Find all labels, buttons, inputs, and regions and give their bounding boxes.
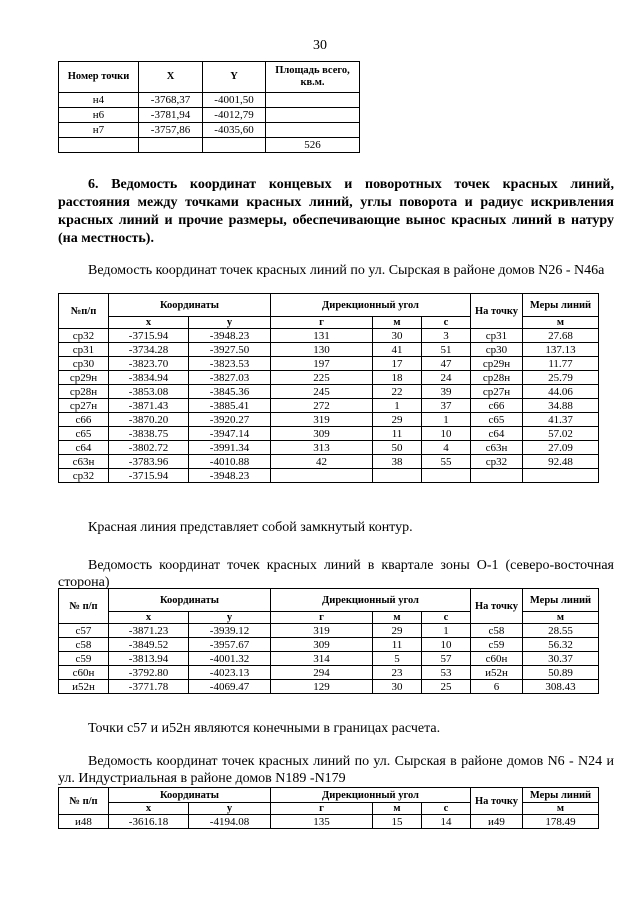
table-row: [59, 123, 360, 138]
table-cell: 25.79: [523, 371, 599, 385]
header-cell: Площадь всего, кв.м.: [266, 62, 360, 93]
table-cell: 42: [271, 455, 373, 469]
table-cell: с60н: [471, 652, 523, 666]
table-cell: 27.68: [523, 329, 599, 343]
table-cell: 11.77: [523, 357, 599, 371]
table-cell: 131: [271, 329, 373, 343]
table-header-row: [59, 788, 599, 803]
table-cell: -3948.23: [189, 469, 271, 483]
table-cell: 56.32: [523, 638, 599, 652]
red-lines-table-2: [58, 588, 599, 694]
table-cell: ср30: [59, 357, 109, 371]
table-row: [59, 455, 599, 469]
red-lines-table-3: [58, 787, 599, 829]
table-header-row: [59, 294, 599, 317]
table-cell: 30.37: [523, 652, 599, 666]
header-cell: Меры линий: [523, 294, 599, 317]
table-cell: 23: [373, 666, 422, 680]
table-cell: ср27н: [471, 385, 523, 399]
header-cell: с: [422, 612, 471, 624]
table-cell: с59: [471, 638, 523, 652]
table-cell: -3813.94: [109, 652, 189, 666]
table-cell: с63н: [471, 441, 523, 455]
table-row: [59, 93, 360, 108]
table-cell: -3885.41: [189, 399, 271, 413]
table-cell: 225: [271, 371, 373, 385]
header-cell: На точку: [471, 788, 523, 815]
header-cell: Координаты: [109, 589, 271, 612]
table-body: [59, 93, 360, 153]
table-cell: -3715.94: [109, 469, 189, 483]
table-cell: 47: [422, 357, 471, 371]
table-cell: -3823.53: [189, 357, 271, 371]
table-caption: Ведомость координат точек красных линий по ул. Сырская в районе домов N26 - N46а: [88, 263, 605, 278]
table-cell: ср28н: [471, 371, 523, 385]
header-cell: № п/п: [59, 788, 109, 815]
table-cell: -3757,86: [139, 123, 203, 138]
table-cell: с64: [471, 427, 523, 441]
table-cell: 10: [422, 638, 471, 652]
table-row: [59, 138, 360, 153]
table-cell: 245: [271, 385, 373, 399]
header-cell: x: [109, 317, 189, 329]
table-cell: с65: [471, 413, 523, 427]
table-row: [59, 441, 599, 455]
header-cell: Координаты: [109, 788, 271, 803]
table-cell: -3870.20: [109, 413, 189, 427]
table-cell: -3871.23: [109, 624, 189, 638]
table-cell: [523, 469, 599, 483]
table-body: [59, 624, 599, 694]
table-cell: н7: [59, 123, 139, 138]
header-cell: Y: [203, 62, 266, 93]
table-cell: -3838.75: [109, 427, 189, 441]
header-cell: с: [422, 803, 471, 815]
header-cell: Номер точки: [59, 62, 139, 93]
table-cell: 135: [271, 815, 373, 829]
table-cell: -3871.43: [109, 399, 189, 413]
table-body: [59, 329, 599, 483]
table-cell: [266, 93, 360, 108]
table-cell: -3792.80: [109, 666, 189, 680]
table-row: [59, 666, 599, 680]
header-cell: м: [373, 317, 422, 329]
table-cell: 39: [422, 385, 471, 399]
table-cell: ср31: [59, 343, 109, 357]
table-cell: и49: [471, 815, 523, 829]
table-cell: 38: [373, 455, 422, 469]
table-cell: ср29н: [59, 371, 109, 385]
table-row: [59, 357, 599, 371]
table-cell: с60н: [59, 666, 109, 680]
table-cell: н6: [59, 108, 139, 123]
table-cell: -3834.94: [109, 371, 189, 385]
table-cell: 18: [373, 371, 422, 385]
table-body: [59, 815, 599, 829]
table-cell: -3927.50: [189, 343, 271, 357]
table-row: [59, 427, 599, 441]
table-cell: 197: [271, 357, 373, 371]
table-row: [59, 413, 599, 427]
table-cell: -4001.32: [189, 652, 271, 666]
table-cell: 3: [422, 329, 471, 343]
table-cell: -4194.08: [189, 815, 271, 829]
table-cell: 25: [422, 680, 471, 694]
table-cell: 57: [422, 652, 471, 666]
table-row: [59, 371, 599, 385]
table-cell: -3781,94: [139, 108, 203, 123]
table-cell: 28.55: [523, 624, 599, 638]
table-cell: -3783.96: [109, 455, 189, 469]
table-cell: ср32: [59, 469, 109, 483]
table-cell: 294: [271, 666, 373, 680]
table-cell: -3947.14: [189, 427, 271, 441]
header-cell: № п/п: [59, 589, 109, 624]
table-cell: -3957.67: [189, 638, 271, 652]
table-cell: 1: [422, 624, 471, 638]
header-cell: г: [271, 803, 373, 815]
table-cell: ср32: [471, 455, 523, 469]
table-cell: 10: [422, 427, 471, 441]
table-cell: с58: [471, 624, 523, 638]
table-cell: -3948.23: [189, 329, 271, 343]
table-cell: -4010.88: [189, 455, 271, 469]
table-cell: ср32: [59, 329, 109, 343]
table-cell: -3849.52: [109, 638, 189, 652]
header-cell: y: [189, 803, 271, 815]
table-cell: 30: [373, 680, 422, 694]
table-cell: ср27н: [59, 399, 109, 413]
header-cell: X: [139, 62, 203, 93]
table-cell: -4023.13: [189, 666, 271, 680]
table-cell: 6: [471, 680, 523, 694]
table-cell: 130: [271, 343, 373, 357]
table-cell: 309: [271, 427, 373, 441]
table-cell: 30: [373, 329, 422, 343]
header-cell: г: [271, 612, 373, 624]
table-row: [59, 680, 599, 694]
table-cell: [266, 123, 360, 138]
table-cell: [422, 469, 471, 483]
table-cell: ср28н: [59, 385, 109, 399]
table-row: [59, 329, 599, 343]
table-cell: и52н: [59, 680, 109, 694]
table-cell: -3715.94: [109, 329, 189, 343]
table-cell: [203, 138, 266, 153]
table-cell: 92.48: [523, 455, 599, 469]
table-cell: 14: [422, 815, 471, 829]
table-cell: -4012,79: [203, 108, 266, 123]
header-cell: Координаты: [109, 294, 271, 317]
header-cell: Дирекционный угол: [271, 589, 471, 612]
header-cell: Дирекционный угол: [271, 788, 471, 803]
table-cell: -3827.03: [189, 371, 271, 385]
table-cell: 308.43: [523, 680, 599, 694]
section-heading: 6. Ведомость координат концевых и поворотных точек красных линий, расстояния между точками красных линий, углы поворота и радиус искривления красных линий и прочие размеры, обеспечивающие вынос красных линий в натуру (на местность).: [58, 177, 614, 246]
table-cell: и52н: [471, 666, 523, 680]
table-cell: 319: [271, 624, 373, 638]
table-cell: 309: [271, 638, 373, 652]
table-cell: 137.13: [523, 343, 599, 357]
header-cell: y: [189, 317, 271, 329]
table-cell: 22: [373, 385, 422, 399]
header-cell: м: [523, 803, 599, 815]
header-cell: м: [523, 612, 599, 624]
table-cell: -3991.34: [189, 441, 271, 455]
table-cell: [266, 108, 360, 123]
table-cell: 526: [266, 138, 360, 153]
table-cell: 11: [373, 427, 422, 441]
table-cell: 11: [373, 638, 422, 652]
table-cell: 55: [422, 455, 471, 469]
table-cell: 1: [373, 399, 422, 413]
table-cell: -3768,37: [139, 93, 203, 108]
table-cell: 129: [271, 680, 373, 694]
table-header-row: [59, 62, 360, 93]
table-cell: ср30: [471, 343, 523, 357]
table-header-row: [59, 589, 599, 612]
table-cell: 313: [271, 441, 373, 455]
table-cell: 44.06: [523, 385, 599, 399]
table-cell: 5: [373, 652, 422, 666]
table-cell: 53: [422, 666, 471, 680]
header-cell: На точку: [471, 294, 523, 329]
table-row: [59, 624, 599, 638]
table-cell: 50: [373, 441, 422, 455]
table-cell: [59, 138, 139, 153]
table-cell: ср29н: [471, 357, 523, 371]
table-cell: -3845.36: [189, 385, 271, 399]
header-cell: Меры линий: [523, 788, 599, 803]
header-cell: y: [189, 612, 271, 624]
table-note: Точки с57 и и52н являются конечными в границах расчета.: [88, 721, 441, 736]
table-cell: и48: [59, 815, 109, 829]
area-coordinates-table: [58, 61, 360, 153]
header-cell: с: [422, 317, 471, 329]
table-cell: с63н: [59, 455, 109, 469]
table-cell: с65: [59, 427, 109, 441]
table-cell: с57: [59, 624, 109, 638]
table-row: [59, 815, 599, 829]
table-cell: 24: [422, 371, 471, 385]
red-lines-table-1: [58, 293, 599, 483]
table-row: [59, 385, 599, 399]
table-cell: 57.02: [523, 427, 599, 441]
table-cell: [373, 469, 422, 483]
table-cell: 15: [373, 815, 422, 829]
page-number: 30: [313, 38, 327, 53]
header-cell: м: [373, 803, 422, 815]
table-cell: 314: [271, 652, 373, 666]
table-cell: [139, 138, 203, 153]
table-cell: ср31: [471, 329, 523, 343]
table-cell: -3616.18: [109, 815, 189, 829]
table-row: [59, 469, 599, 483]
table-row: [59, 343, 599, 357]
header-cell: м: [373, 612, 422, 624]
table-cell: 50.89: [523, 666, 599, 680]
table-cell: 37: [422, 399, 471, 413]
table-cell: -3823.70: [109, 357, 189, 371]
table-cell: -3771.78: [109, 680, 189, 694]
header-cell: x: [109, 803, 189, 815]
table-cell: с58: [59, 638, 109, 652]
table-cell: [271, 469, 373, 483]
table-cell: 178.49: [523, 815, 599, 829]
table-row: [59, 652, 599, 666]
header-cell: №п/п: [59, 294, 109, 329]
header-cell: м: [523, 317, 599, 329]
table-cell: -3853.08: [109, 385, 189, 399]
table-cell: с66: [59, 413, 109, 427]
table-cell: -3802.72: [109, 441, 189, 455]
table-cell: 41.37: [523, 413, 599, 427]
table-note: Красная линия представляет собой замкнутый контур.: [88, 520, 413, 535]
table-cell: 34.88: [523, 399, 599, 413]
table-cell: с59: [59, 652, 109, 666]
table-cell: н4: [59, 93, 139, 108]
table-cell: -3939.12: [189, 624, 271, 638]
table-cell: 319: [271, 413, 373, 427]
table-cell: 272: [271, 399, 373, 413]
table-row: [59, 638, 599, 652]
table-row: [59, 108, 360, 123]
table-cell: 29: [373, 624, 422, 638]
table-cell: с64: [59, 441, 109, 455]
header-cell: Дирекционный угол: [271, 294, 471, 317]
table-cell: [471, 469, 523, 483]
table-cell: 17: [373, 357, 422, 371]
table-row: [59, 399, 599, 413]
header-cell: Меры линий: [523, 589, 599, 612]
table-cell: -4035,60: [203, 123, 266, 138]
table-cell: с66: [471, 399, 523, 413]
table-cell: 27.09: [523, 441, 599, 455]
table-cell: 4: [422, 441, 471, 455]
table-cell: 29: [373, 413, 422, 427]
header-cell: г: [271, 317, 373, 329]
table-cell: 51: [422, 343, 471, 357]
header-cell: x: [109, 612, 189, 624]
table-cell: -4069.47: [189, 680, 271, 694]
table-caption: Ведомость координат точек красных линий в квартале зоны О-1 (северо-восточная сторона): [58, 558, 614, 590]
table-caption: Ведомость координат точек красных линий по ул. Сырская в районе домов N6 - N24 и ул. Индустриальная в районе домов N189 -N179: [58, 754, 614, 786]
table-cell: -3734.28: [109, 343, 189, 357]
table-cell: -3920.27: [189, 413, 271, 427]
header-cell: На точку: [471, 589, 523, 624]
table-cell: -4001,50: [203, 93, 266, 108]
table-cell: 1: [422, 413, 471, 427]
table-cell: 41: [373, 343, 422, 357]
